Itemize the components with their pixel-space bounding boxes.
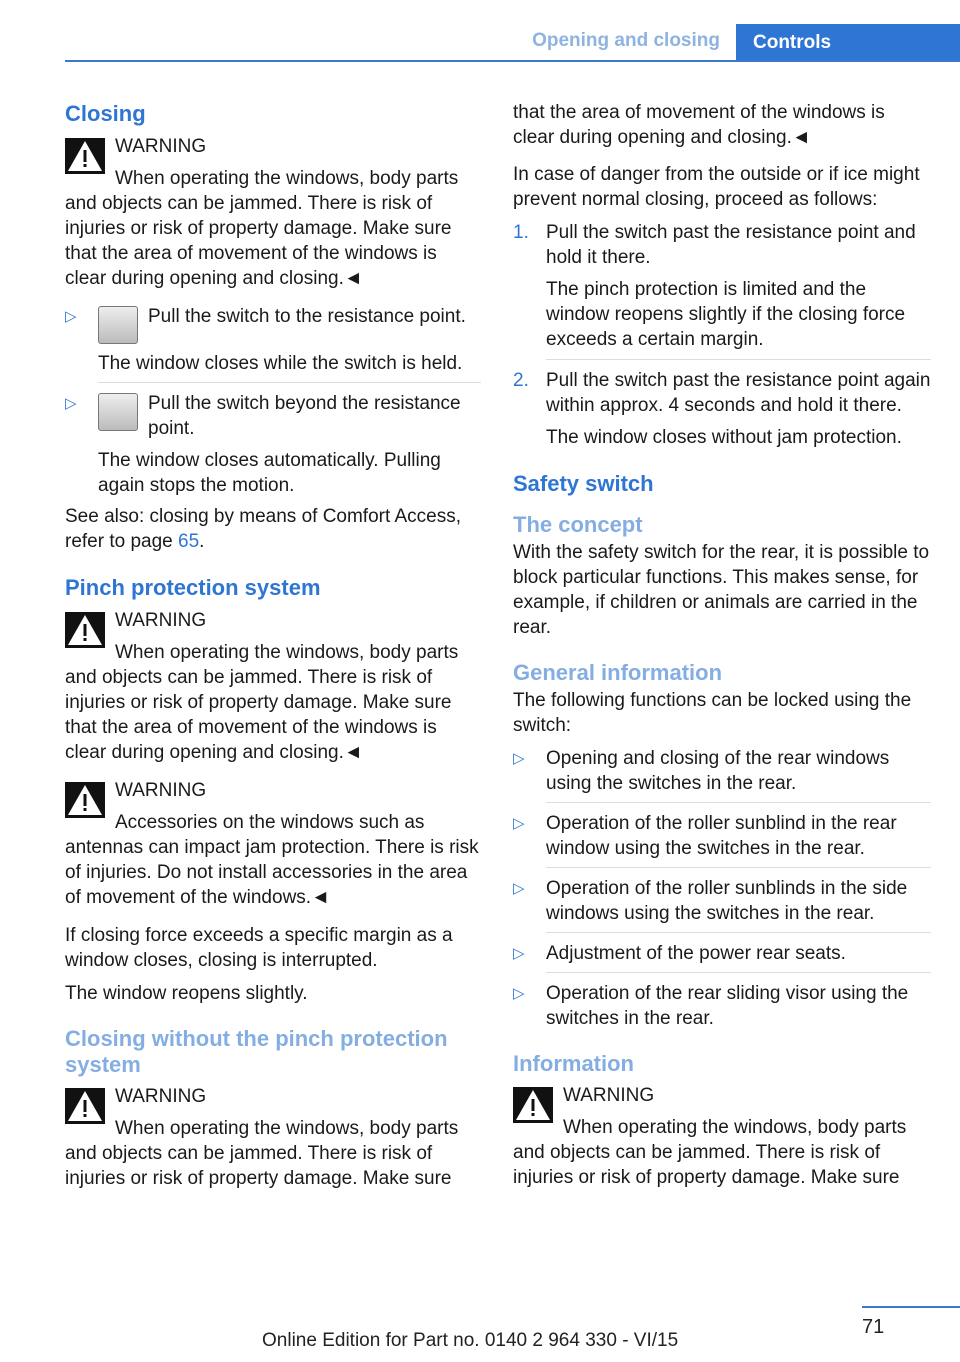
page-link[interactable]: 65 (178, 531, 200, 552)
pinch-paragraph-2: The window reopens slightly. (65, 983, 308, 1004)
divider (98, 382, 481, 383)
concept-heading: The concept (513, 512, 643, 537)
closing-heading: Closing (65, 101, 146, 126)
warning-icon (65, 138, 105, 174)
step-sub: The pinch protection is limited and the window reopens slightly if the closing force exceeds a certain margin. (546, 279, 906, 350)
right-column (513, 100, 931, 1203)
warning-label: WARNING (115, 780, 207, 801)
pinch-warning-2 (65, 778, 481, 910)
triangle-bullet-icon: ▷ (513, 985, 525, 1002)
step-number: 2. (513, 370, 529, 391)
bullet-sub: The window closes automatically. Pulling again stops the motion. (98, 450, 441, 496)
warning-text: When operating the windows, body parts and objects can be jammed. There is risk of injuries or risk of property damage. Make sure that the area of movement of the windows is clear during opening and closing.◄ (65, 168, 459, 289)
triangle-bullet-icon: ▷ (513, 750, 525, 767)
warning-text: When operating the windows, body parts and objects can be jammed. There is risk of injuries or risk of property damage. Make sure (513, 1117, 907, 1188)
divider (546, 867, 931, 868)
triangle-bullet-icon: ▷ (65, 308, 77, 325)
edition-text: Online Edition for Part no. 0140 2 964 330 - VI/15 (262, 1330, 679, 1351)
list-item-text: Operation of the roller sunblind in the rear window using the switches in the rear. (546, 813, 897, 859)
header-tab: Controls (736, 24, 960, 62)
divider (546, 802, 931, 803)
safety-heading: Safety switch (513, 471, 654, 496)
triangle-bullet-icon: ▷ (513, 880, 525, 897)
warning-text: Accessories on the windows such as antennas can impact jam protection. There is risk of injuries. Do not install accessories in the area of movement of the windows.◄ (65, 812, 479, 908)
warning-label: WARNING (115, 1086, 207, 1107)
bullet-main: Pull the switch to the resistance point. (148, 306, 466, 327)
divider (546, 932, 931, 933)
list-item (513, 746, 931, 796)
triangle-bullet-icon: ▷ (65, 395, 77, 412)
list-item-text: Operation of the roller sunblinds in the side windows using the switches in the rear. (546, 878, 908, 924)
step-main: Pull the switch past the resistance point and hold it there. (546, 222, 916, 268)
warning-label: WARNING (115, 136, 207, 157)
information-warning (513, 1083, 931, 1190)
divider (546, 359, 931, 360)
danger-text: In case of danger from the outside or if ice might prevent normal closing, proceed as follows: (513, 164, 920, 210)
window-switch-icon (98, 306, 138, 344)
without-pinch-heading: Closing without the pinch protection system (65, 1026, 448, 1077)
list-item (513, 876, 931, 926)
list-item-text: Opening and closing of the rear windows using the switches in the rear. (546, 748, 890, 794)
warning-icon (513, 1087, 553, 1123)
divider (546, 972, 931, 973)
general-heading: General information (513, 660, 723, 685)
warning-text: When operating the windows, body parts and objects can be jammed. There is risk of injuries or risk of property damage. Make sure that the area of movement of the windows is clear during opening and closing.◄ (65, 642, 459, 763)
warning-icon (65, 1088, 105, 1124)
warning-icon (65, 612, 105, 648)
list-item (513, 811, 931, 861)
see-also-text: See also: closing by means of Comfort Access, refer to page (65, 506, 462, 552)
page-number: 71 (862, 1316, 885, 1338)
warning-text: When operating the windows, body parts and objects can be jammed. There is risk of injuries or risk of property damage. Make sure (65, 1118, 459, 1189)
step-sub: The window closes without jam protection. (546, 427, 902, 448)
warning-label: WARNING (563, 1085, 655, 1106)
closing-warning (65, 134, 481, 291)
page-header (0, 24, 960, 62)
list-item (65, 304, 481, 376)
list-item (513, 220, 931, 352)
step-number: 1. (513, 222, 529, 243)
continued-text: that the area of movement of the windows is clear during opening and closing.◄ (513, 102, 885, 148)
general-text: The following functions can be locked using the switch: (513, 690, 912, 736)
window-switch-icon (98, 393, 138, 431)
list-item (513, 941, 931, 966)
pinch-paragraph-1: If closing force exceeds a specific margin as a window closes, closing is interrupted. (65, 925, 453, 971)
list-item (513, 368, 931, 450)
list-item (513, 981, 931, 1031)
list-item (65, 391, 481, 498)
information-heading: Information (513, 1051, 634, 1076)
see-also (65, 504, 481, 554)
pinch-warning-1 (65, 608, 481, 765)
header-section: Opening and closing (532, 30, 720, 51)
step-main: Pull the switch past the resistance point again within approx. 4 seconds and hold it there. (546, 370, 931, 416)
list-item-text: Operation of the rear sliding visor using the switches in the rear. (546, 983, 909, 1029)
without-warning (65, 1084, 481, 1191)
list-item-text: Adjustment of the power rear seats. (546, 943, 846, 964)
pinch-heading: Pinch protection system (65, 575, 321, 600)
warning-icon (65, 782, 105, 818)
bullet-main: Pull the switch beyond the resistance point. (148, 393, 461, 439)
bullet-sub: The window closes while the switch is held. (98, 353, 463, 374)
concept-text: With the safety switch for the rear, it is possible to block particular functions. This makes sense, for example, if children or animals are carried in the rear. (513, 542, 930, 638)
footer-rule (862, 1306, 960, 1308)
left-column (65, 100, 481, 1204)
triangle-bullet-icon: ▷ (513, 945, 525, 962)
see-also-end: . (199, 531, 205, 552)
header-rule (65, 60, 960, 62)
warning-label: WARNING (115, 610, 207, 631)
triangle-bullet-icon: ▷ (513, 815, 525, 832)
